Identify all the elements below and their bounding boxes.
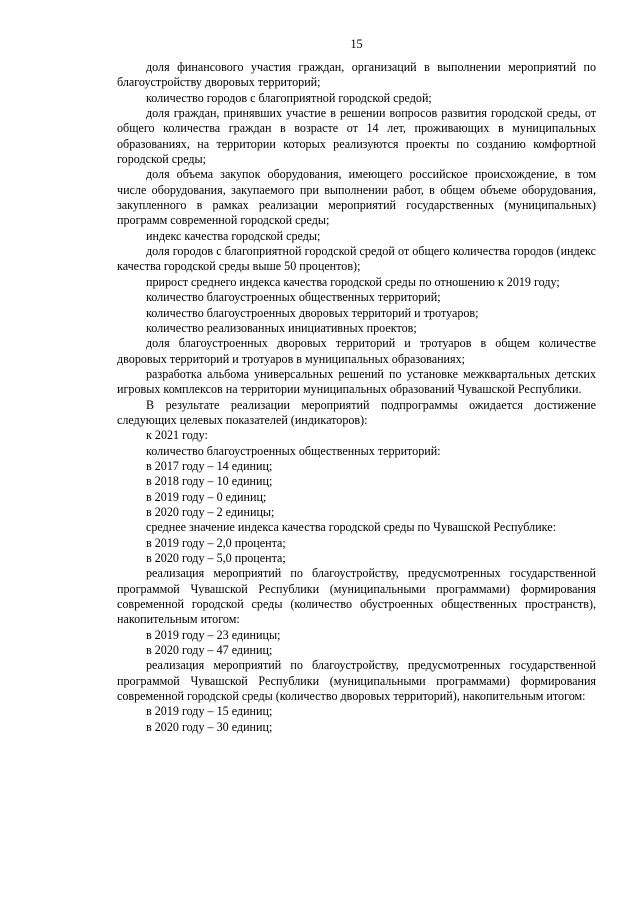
paragraph: количество благоустроенных общественных территорий; — [146, 290, 441, 305]
paragraph: доля благоустроенных дворовых территорий и тротуаров в общем количестве дворовых территорий и тротуаров в муниципальных образованиях; — [117, 336, 596, 366]
paragraph: В результате реализации мероприятий подпрограммы ожидается достижение следующих целевых показателей (индикаторов): — [117, 397, 596, 427]
list-item: в 2019 году – 0 единиц; — [146, 489, 267, 504]
paragraph: реализация мероприятий по благоустройству, предусмотренных государственной программой Чувашской Республики (муниципальными программами) формирования современной городской среды (количество дворовых территорий), накопительным итогом: — [117, 658, 596, 704]
paragraph: количество благоустроенных общественных территорий: — [146, 443, 441, 458]
list-item: в 2019 году – 15 единиц; — [146, 704, 273, 719]
paragraph: доля городов с благоприятной городской средой от общего количества городов (индекс качества городской среды выше 50 процентов); — [117, 244, 596, 274]
paragraph: доля граждан, принявших участие в решении вопросов развития городской среды, от общего количества граждан в возрасте от 14 лет, проживающих в муниципальных образованиях, на территории которых реализуются проекты по созданию комфортной городской среды; — [117, 106, 596, 167]
paragraph: индекс качества городской среды; — [146, 228, 321, 243]
list-item: в 2019 году – 23 единицы; — [146, 627, 281, 642]
list-item: в 2020 году – 30 единиц; — [146, 719, 273, 734]
list-item: в 2018 году – 10 единиц; — [146, 474, 273, 489]
list-item: в 2020 году – 5,0 процента; — [146, 551, 286, 565]
list-item: в 2020 году – 2 единицы; — [146, 504, 275, 519]
paragraph: количество реализованных инициативных проектов; — [146, 320, 417, 335]
paragraph: доля объема закупок оборудования, имеющего российское происхождение, в том числе оборудования, закупаемого при выполнении работ, в общем объеме оборудования, закупленного в рамках реализации мероприятий государственных (муниципальных) программ современной городской среды; — [117, 167, 596, 228]
paragraph: прирост среднего индекса качества городской среды по отношению к 2019 году; — [146, 274, 560, 289]
list-item: в 2019 году – 2,0 процента; — [146, 535, 286, 550]
paragraph: доля финансового участия граждан, организаций в выполнении мероприятий по благоустройству дворовых территорий; — [117, 60, 596, 90]
paragraph: реализация мероприятий по благоустройству, предусмотренных государственной программой Чувашской Республики (муниципальными программами) формирования современной городской среды (количество обустроенных общественных пространств), накопительным итогом: — [117, 566, 596, 627]
paragraph: среднее значение индекса качества городской среды по Чувашской Республике: — [146, 520, 556, 535]
paragraph: количество благоустроенных дворовых территорий и тротуаров; — [146, 305, 479, 320]
paragraph: разработка альбома универсальных решений по установке межквартальных детских игровых комплексов на территории муниципальных образований Чувашской Республики. — [117, 366, 596, 397]
list-item: в 2020 году – 47 единиц; — [146, 643, 273, 658]
paragraph: количество городов с благоприятной городской средой; — [146, 90, 432, 105]
list-item: в 2017 году – 14 единиц; — [146, 458, 273, 473]
paragraph: к 2021 году: — [146, 428, 208, 443]
page-number: 15 — [350, 37, 363, 51]
